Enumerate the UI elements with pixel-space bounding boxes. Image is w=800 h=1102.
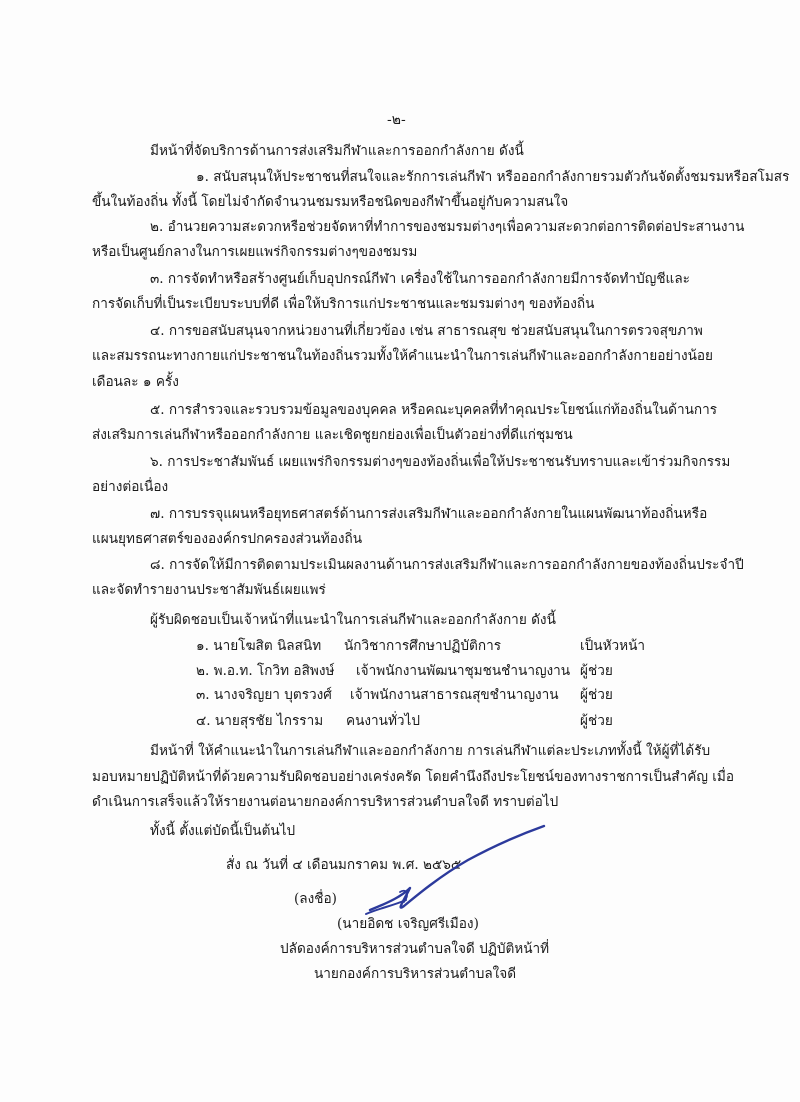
staff-4-position: คนงานทั่วไป bbox=[346, 713, 421, 729]
item-7-line-1: ๗. การบรรจุแผนหรือยุทธศาสตร์ด้านการส่งเสริมกีฬาและออกกำลังกายในแผนพัฒนาท้องถิ่นหรือ bbox=[150, 506, 708, 522]
staff-1-name: ๑. นายโฆสิต นิลสนิท bbox=[196, 638, 322, 654]
staff-3-name: ๓. นางจริญยา บุตรวงศ์ bbox=[196, 687, 332, 703]
item-6-line-2: อย่างต่อเนื่อง bbox=[92, 479, 169, 495]
signatory-name: (นายอิดช เจริญศรีเมือง) bbox=[337, 916, 479, 932]
item-1-line-2: ขึ้นในท้องถิ่น ทั้งนี้ โดยไม่จำกัดจำนวนชมรมหรือชนิดของกีฬาขึ้นอยู่กับความสนใจ bbox=[92, 194, 569, 210]
item-3-line-2: การจัดเก็บที่เป็นระเบียบระบบที่ดี เพื่อให้บริการแก่ประชาชนและชมรมต่างๆ ของท้องถิ่น bbox=[92, 296, 595, 312]
item-5-line-2: ส่งเสริมการเล่นกีฬาหรือออกกำลังกาย และเชิดชูยกย่องเพื่อเป็นตัวอย่างที่ดีแก่ชุมชน bbox=[92, 427, 573, 443]
effective-statement: ทั้งนี้ ตั้งแต่บัดนี้เป็นต้นไป bbox=[150, 823, 296, 839]
item-1-line-1: ๑. สนับสนุนให้ประชาชนที่สนใจและรักการเล่นกีฬา หรือออกกำลังกายรวมตัวกันจัดตั้งชมรมหรือสโมสร bbox=[196, 169, 790, 185]
staff-intro: ผู้รับผิดชอบเป็นเจ้าหน้าที่แนะนำในการเล่นกีฬาและออกกำลังกาย ดังนี้ bbox=[150, 612, 556, 628]
staff-3-position: เจ้าพนักงานสาธารณสุขชำนาญงาน bbox=[350, 687, 559, 703]
staff-4-role: ผู้ช่วย bbox=[580, 713, 613, 729]
staff-2-position: เจ้าพนักงานพัฒนาชุมชนชำนาญงาน bbox=[356, 663, 571, 679]
item-4-line-1: ๔. การขอสนับสนุนจากหน่วยงานที่เกี่ยวข้อง เช่น สาธารณสุข ช่วยสนับสนุนในการตรวจสุขภาพ bbox=[150, 323, 703, 339]
duty-line-3: ดำเนินการเสร็จแล้วให้รายงานต่อนายกองค์การบริหารส่วนตำบลใจดี ทราบต่อไป bbox=[92, 794, 559, 810]
duty-line-2: มอบหมายปฏิบัติหน้าที่ด้วยความรับผิดชอบอย่างเคร่งครัด โดยคำนึงถึงประโยชน์ของทางราชการเป็นสำคัญ เมื่อ bbox=[92, 769, 734, 785]
signatory-title-line-2: นายกองค์การบริหารส่วนตำบลใจดี bbox=[314, 966, 517, 982]
staff-1-position: นักวิชาการศึกษาปฏิบัติการ bbox=[344, 638, 502, 654]
staff-2-role: ผู้ช่วย bbox=[580, 663, 613, 679]
signatory-title-line-1: ปลัดองค์การบริหารส่วนตำบลใจดี ปฏิบัติหน้าที่ bbox=[280, 941, 550, 957]
staff-2-name: ๒. พ.อ.ท. โกวิท อสิพงษ์ bbox=[196, 663, 335, 679]
item-6-line-1: ๖. การประชาสัมพันธ์ เผยแพร่กิจกรรมต่างๆของท้องถิ่นเพื่อให้ประชาชนรับทราบและเข้าร่วมกิจกรรม bbox=[150, 454, 731, 470]
item-8-line-2: และจัดทำรายงานประชาสัมพันธ์เผยแพร่ bbox=[92, 582, 326, 598]
page-number: -๒- bbox=[387, 112, 406, 128]
staff-3-role: ผู้ช่วย bbox=[580, 687, 613, 703]
item-5-line-1: ๕. การสำรวจและรวบรวมข้อมูลของบุคคล หรือคณะบุคคลที่ทำคุณประโยชน์แก่ท้องถิ่นในด้านการ bbox=[150, 402, 718, 418]
item-2-line-1: ๒. อำนวยความสะดวกหรือช่วยจัดหาที่ทำการของชมรมต่างๆเพื่อความสะดวกต่อการติดต่อประสานงาน bbox=[150, 219, 745, 235]
item-4-line-3: เดือนละ ๑ ครั้ง bbox=[92, 374, 179, 390]
staff-1-role: เป็นหัวหน้า bbox=[580, 638, 646, 654]
signature-label: (ลงชื่อ) bbox=[294, 891, 337, 907]
item-7-line-2: แผนยุทธศาสตร์ขององค์กรปกครองส่วนท้องถิ่น bbox=[92, 531, 363, 547]
item-4-line-2: และสมรรถนะทางกายแก่ประชาชนในท้องถิ่นรวมทั้งให้คำแนะนำในการเล่นกีฬาและออกกำลังกายอย่างน้อย bbox=[92, 348, 714, 364]
item-3-line-1: ๓. การจัดทำหรือสร้างศูนย์เก็บอุปกรณ์กีฬา เครื่องใช้ในการออกกำลังกายมีการจัดทำบัญชีและ bbox=[150, 271, 690, 287]
order-date: สั่ง ณ วันที่ ๔ เดือนมกราคม พ.ศ. ๒๕๖๕ bbox=[226, 857, 462, 873]
item-2-line-2: หรือเป็นศูนย์กลางในการเผยแพร่กิจกรรมต่างๆของชมรม bbox=[92, 244, 418, 260]
intro-paragraph: มีหน้าที่จัดบริการด้านการส่งเสริมกีฬาและการออกกำลังกาย ดังนี้ bbox=[150, 143, 524, 159]
duty-line-1: มีหน้าที่ ให้คำแนะนำในการเล่นกีฬาและออกกำลังกาย การเล่นกีฬาแต่ละประเภททั้งนี้ ให้ผู้ที่ได้รับ bbox=[150, 743, 711, 759]
item-8-line-1: ๘. การจัดให้มีการติดตามประเมินผลงานด้านการส่งเสริมกีฬาและการออกกำลังกายของท้องถิ่นประจำปี bbox=[150, 557, 744, 573]
staff-4-name: ๔. นายสุรชัย ไกรราม bbox=[196, 713, 324, 729]
